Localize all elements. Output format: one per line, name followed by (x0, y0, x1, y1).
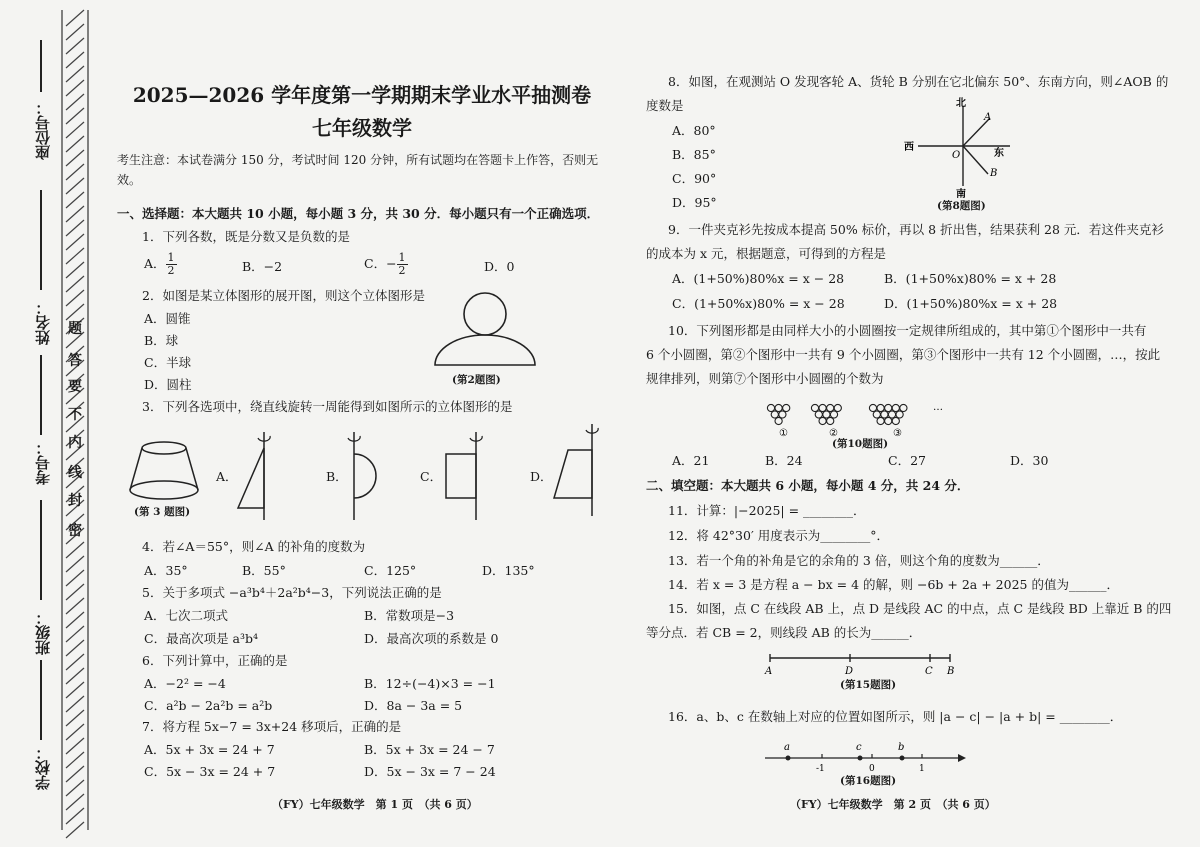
fraction-denominator: 2 (398, 264, 406, 278)
section-choice-heading: 一、选择题：本大题共 10 小题，每小题 3 分，共 30 分．每小题只有一个正确选项． (117, 206, 600, 221)
q16-number-line (760, 742, 970, 776)
q3-option-b-label: B． (326, 469, 348, 484)
question-8-stem-line1: 8．如图，在观测站 O 发现客轮 A、货轮 B 分别在它北偏东 50°、东南方向，则∠AOB 的 (668, 74, 1169, 89)
q1-option-b: B．−2 (242, 259, 283, 274)
question-12-stem: 12．将 42°30′ 用度表示为________°． (668, 528, 890, 543)
q1-option-c-label: C．− (364, 256, 397, 272)
q1-option-a (144, 252, 177, 277)
q6-option-d: D．8a − 3a = 5 (364, 698, 463, 713)
compass-west: 西 (904, 142, 914, 153)
q10-option-c: C．27 (888, 453, 926, 468)
fraction (166, 252, 177, 277)
q1-option-a-label: A． (144, 256, 166, 272)
point-b-label: B (990, 168, 998, 179)
q8-option-d: D．95° (672, 195, 717, 210)
q9-option-a: A．(1+50%)80%x = x − 28 (672, 271, 845, 286)
question-5-stem: 5．关于多项式 −a³b⁴＋2a²b⁴−3，下列说法正确的是 (142, 585, 442, 600)
seal-char: 密 (68, 523, 82, 539)
q8-option-b: B．85° (672, 147, 716, 162)
seat-number-line (40, 40, 42, 92)
class-line (40, 500, 42, 600)
seal-char: 内 (68, 435, 82, 451)
pattern-mark-1: ① (779, 428, 788, 439)
q9-option-c: C．(1+50%x)80% = x − 28 (672, 296, 845, 311)
numberline-point-b: b (898, 742, 905, 753)
question-7-stem: 7．将方程 5x−7 = 3x+24 移项后，正确的是 (142, 719, 402, 734)
seal-char: 题 (68, 321, 82, 337)
numberline-tick-minus1: -1 (816, 764, 825, 774)
q2-caption: (第2题图) (452, 374, 501, 386)
name-label: 姓名： (34, 300, 52, 345)
q3-caption: (第 3 题图) (134, 506, 191, 518)
q2-option-c: C．半球 (144, 355, 192, 370)
compass-north: 北 (956, 98, 966, 109)
class-label: 班级： (34, 610, 52, 655)
page-1 (112, 0, 612, 847)
seal-char: 答 (68, 353, 82, 369)
q3-option-a-label: A． (216, 469, 238, 484)
q9-option-d: D．(1+50%)80%x = x + 28 (884, 296, 1058, 311)
numberline-point-a: a (784, 742, 790, 753)
q16-caption: (第16题图) (840, 775, 897, 787)
q6-option-b: B．12÷(−4)×3 = −1 (364, 676, 496, 691)
q3-frustum-figure (127, 440, 202, 502)
exam-number-label: 考号： (34, 440, 52, 485)
question-3-stem: 3．下列各选项中，绕直线旋转一周能得到如图所示的立体图形的是 (142, 399, 513, 414)
exam-title: 2025—2026 学年度第一学期期末学业水平抽测卷 (132, 83, 592, 107)
numberline-point-c: c (856, 742, 862, 753)
q10-option-d: D．30 (1010, 453, 1049, 468)
compass-south: 南 (956, 189, 966, 200)
q3-option-c-figure (440, 428, 490, 523)
q8-caption: (第8题图) (937, 200, 986, 212)
q10-option-a: A．21 (672, 453, 710, 468)
segment-point-a: A (765, 666, 773, 677)
q10-circle-pattern (765, 402, 950, 438)
question-16-stem: 16．a、b、c 在数轴上对应的位置如图所示，则 |a − c| − |a + b| = ________． (668, 709, 1123, 724)
segment-point-b: B (947, 666, 955, 677)
question-10-stem-line3: 规律排列，则第⑦个图形中小圆圈的个数为 (646, 371, 884, 386)
fraction-numerator: 1 (398, 251, 406, 264)
question-6-stem: 6．下列计算中，正确的是 (142, 653, 288, 668)
question-9-stem-line2: 的成本为 x 元，根据题意，可得到的方程是 (646, 246, 886, 261)
segment-point-d: D (845, 666, 854, 677)
exam-subtitle: 七年级数学 (312, 116, 412, 140)
seat-number-label: 座位号： (34, 100, 52, 160)
q15-caption: (第15题图) (840, 679, 897, 691)
question-10-stem-line2: 6 个小圆圈，第②个图形中一共有 9 个小圆圈，第③个图形中一共有 12 个小圆圈，…，按此 (646, 347, 1161, 362)
fraction-denominator: 2 (167, 264, 175, 278)
q1-option-d: D．0 (484, 259, 515, 274)
q8-compass-figure (904, 98, 1018, 200)
q2-net-figure (430, 292, 540, 372)
q6-option-c: C．a²b − 2a²b = a²b (144, 698, 273, 713)
school-line (40, 660, 42, 740)
point-o-label: O (952, 150, 961, 161)
seal-char: 不 (68, 407, 82, 423)
q7-option-d: D．5x − 3x = 7 − 24 (364, 764, 496, 779)
exam-notice: 考生注意：本试卷满分 150 分，考试时间 120 分钟，所有试题均在答题卡上作答，否则无效。 (117, 153, 599, 188)
q7-option-a: A．5x + 3x = 24 + 7 (144, 742, 275, 757)
q10-option-b: B．24 (765, 453, 803, 468)
pattern-mark-3: ③ (893, 428, 902, 439)
q3-option-d-figure (548, 420, 603, 520)
question-10-stem-line1: 10．下列图形都是由同样大小的小圆圈按一定规律所组成的，其中第①个图形中一共有 (668, 323, 1147, 338)
seal-char: 线 (68, 465, 82, 481)
footer-page-1: （FY）七年级数学 第 1 页 （共 6 页） (272, 798, 478, 811)
question-15-stem-line1: 15．如图，点 C 在线段 AB 上，点 D 是线段 AC 的中点，点 C 是线段 BD 上靠近 B 的四 (668, 601, 1172, 616)
question-1-stem: 1．下列各数，既是分数又是负数的是 (142, 229, 350, 244)
seal-char: 要 (68, 379, 82, 395)
question-14-stem: 14．若 x = 3 是方程 a − bx = 4 的解，则 −6b + 2a + 2025 的值为______． (668, 577, 1119, 592)
q3-option-c-label: C． (420, 469, 443, 484)
q5-option-d: D．最高次项的系数是 0 (364, 631, 499, 646)
section-fill-heading: 二、填空题：本大题共 6 小题，每小题 4 分，共 24 分． (646, 478, 970, 493)
q3-option-b-figure (342, 428, 387, 523)
q7-option-b: B．5x + 3x = 24 − 7 (364, 742, 495, 757)
question-13-stem: 13．若一个角的补角是它的余角的 3 倍，则这个角的度数为______． (668, 553, 1050, 568)
q4-option-a: A．35° (144, 563, 188, 578)
pattern-ellipsis: … (933, 402, 943, 413)
compass-east: 东 (994, 148, 1004, 159)
question-11-stem: 11．计算：|−2025| = ________． (668, 503, 866, 518)
numberline-tick-0: 0 (869, 764, 875, 774)
question-8-stem-line2: 度数是 (646, 98, 684, 113)
q9-option-b: B．(1+50%x)80% = x + 28 (884, 271, 1057, 286)
numberline-tick-1: 1 (919, 764, 925, 774)
name-line (40, 190, 42, 290)
footer-page-2: （FY）七年级数学 第 2 页 （共 6 页） (790, 798, 996, 811)
q3-option-a-figure (234, 428, 274, 523)
q4-option-c: C．125° (364, 563, 417, 578)
q4-option-b: B．55° (242, 563, 286, 578)
q5-option-c: C．最高次项是 a³b⁴ (144, 631, 259, 646)
q4-option-d: D．135° (482, 563, 535, 578)
q7-option-c: C．5x − 3x = 24 + 7 (144, 764, 276, 779)
page-2 (640, 0, 1185, 847)
point-a-label: A (984, 112, 992, 123)
pattern-mark-2: ② (829, 428, 838, 439)
q15-segment-figure (760, 650, 960, 680)
question-9-stem-line1: 9．一件夹克衫先按成本提高 50% 标价，再以 8 折出售，结果获利 28 元．若这件夹克衫 (668, 222, 1164, 237)
fraction (397, 252, 408, 277)
q2-option-b: B．球 (144, 333, 179, 348)
seal-char: 封 (68, 493, 82, 509)
binding-sidebar (0, 0, 100, 847)
exam-number-line (40, 355, 42, 435)
school-label: 学校： (34, 745, 52, 790)
q1-option-c (364, 252, 408, 277)
q5-option-b: B．常数项是−3 (364, 608, 455, 623)
q10-caption: (第10题图) (832, 438, 889, 450)
q5-option-a: A．七次二项式 (144, 608, 229, 623)
question-15-stem-line2: 等分点．若 CB = 2，则线段 AB 的长为______． (646, 625, 922, 640)
fraction-numerator: 1 (167, 251, 175, 264)
q8-option-c: C．90° (672, 171, 717, 186)
question-2-stem: 2．如图是某立体图形的展开图，则这个立体图形是 (142, 288, 425, 303)
q2-option-a: A．圆锥 (144, 311, 191, 326)
q3-option-d-label: D． (530, 469, 553, 484)
segment-point-c: C (925, 666, 933, 677)
question-4-stem: 4．若∠A＝55°，则∠A 的补角的度数为 (142, 539, 366, 554)
q2-option-d: D．圆柱 (144, 377, 192, 392)
q6-option-a: A．−2² = −4 (144, 676, 226, 691)
q8-option-a: A．80° (672, 123, 716, 138)
